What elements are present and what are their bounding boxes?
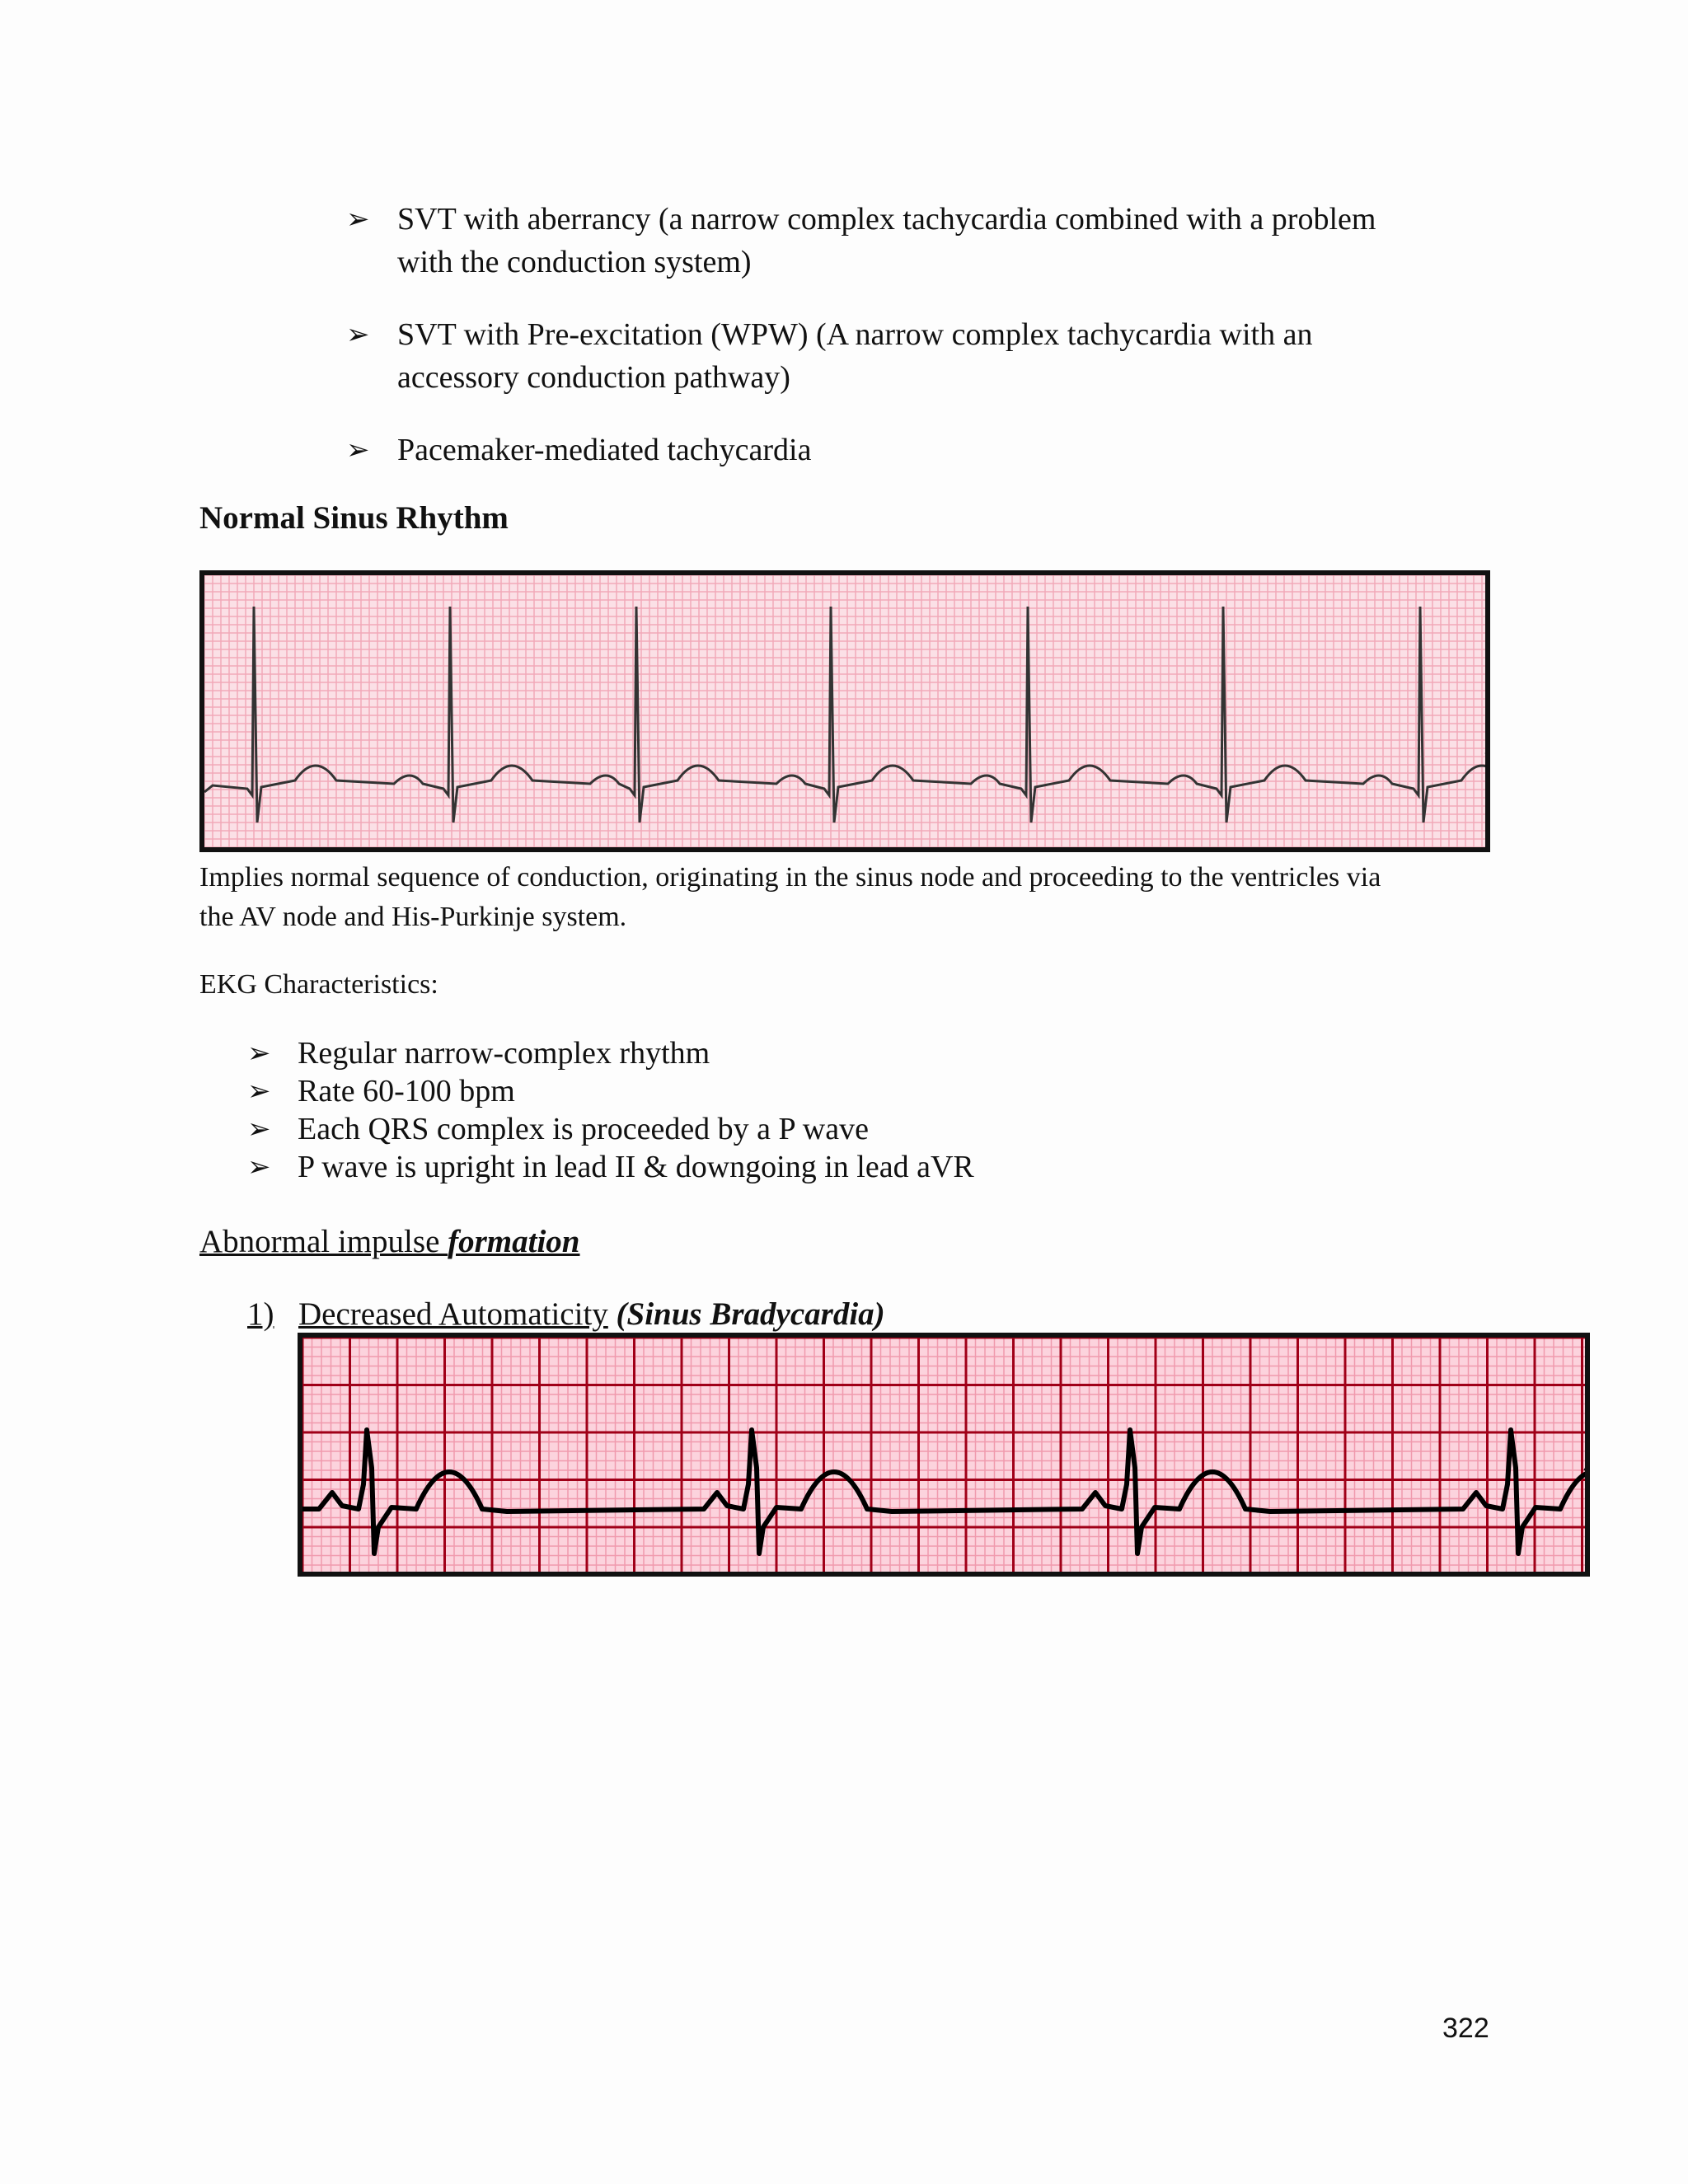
characteristic-item: Rate 60-100 bpm <box>298 1074 515 1108</box>
arrow-bullet-icon: ➢ <box>247 1037 271 1070</box>
svt-bullet-2-line-2: accessory conduction pathway) <box>397 360 790 395</box>
brady-ekg-strip <box>298 1333 1590 1577</box>
nsr-title: Normal Sinus Rhythm <box>199 500 509 536</box>
arrow-bullet-icon: ➢ <box>346 203 370 236</box>
svt-bullet-3-line-1: Pacemaker-mediated tachycardia <box>397 433 812 467</box>
svt-bullet-1-line-2: with the conduction system) <box>397 245 752 279</box>
svt-bullet-1-line-1: SVT with aberrancy (a narrow complex tachycardia combined with a problem <box>397 202 1376 237</box>
arrow-bullet-icon: ➢ <box>247 1075 271 1108</box>
abnormal-heading <box>199 1223 580 1260</box>
arrow-bullet-icon: ➢ <box>346 318 370 351</box>
abnormal-heading-text: Abnormal impulse <box>199 1224 448 1259</box>
arrow-bullet-icon: ➢ <box>247 1151 271 1183</box>
abnormal-heading-emphasis: formation <box>448 1224 580 1259</box>
item-1-heading <box>247 1296 885 1333</box>
arrow-bullet-icon: ➢ <box>346 434 370 466</box>
item-1-number: 1) <box>247 1296 274 1332</box>
nsr-caption-line-1: Implies normal sequence of conduction, originating in the sinus node and proceeding to the ventricles via <box>199 862 1381 893</box>
svt-bullet-2-line-1: SVT with Pre-excitation (WPW) (A narrow complex tachycardia with an <box>397 317 1313 352</box>
ekg-characteristics-label: EKG Characteristics: <box>199 969 438 1000</box>
characteristic-item: Each QRS complex is proceeded by a P wave <box>298 1112 869 1146</box>
nsr-ekg-strip <box>199 570 1490 852</box>
characteristic-item: Regular narrow-complex rhythm <box>298 1036 710 1071</box>
item-1-emphasis: (Sinus Bradycardia) <box>616 1296 885 1332</box>
nsr-caption-line-2: the AV node and His-Purkinje system. <box>199 902 627 932</box>
characteristic-item: P wave is upright in lead II & downgoing in lead aVR <box>298 1150 974 1184</box>
item-1-label: Decreased Automaticity <box>298 1296 608 1332</box>
nsr-ekg-svg <box>204 575 1485 847</box>
brady-ekg-svg <box>302 1338 1585 1572</box>
arrow-bullet-icon: ➢ <box>247 1113 271 1146</box>
page-number: 322 <box>1442 2013 1489 2044</box>
